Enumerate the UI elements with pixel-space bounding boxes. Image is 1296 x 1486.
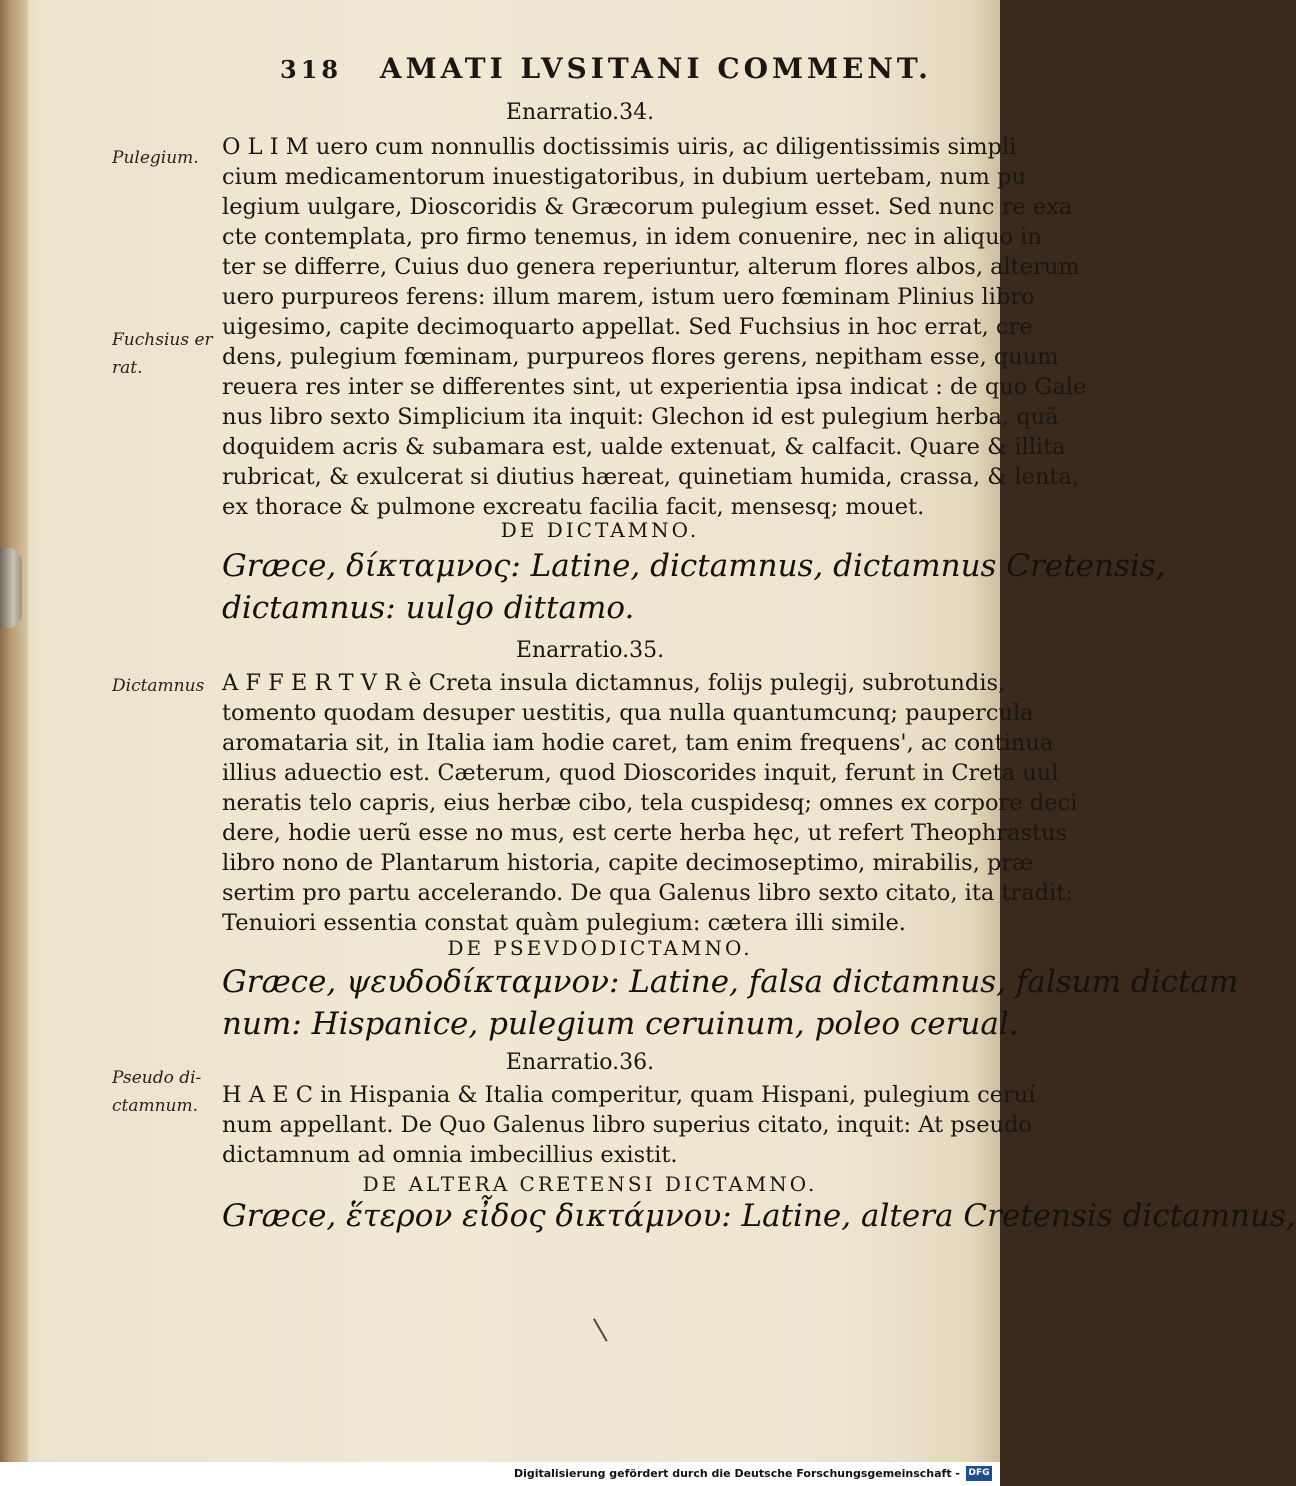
text-line: Tenuiori essentia constat quàm pulegium: cætera illi simile. [222, 910, 906, 936]
text-line: aromataria sit, in Italia iam hodie caret, tam enim frequens', ac continua [222, 730, 1054, 756]
margin-note-fuchsius: Fuchsius er [112, 330, 213, 350]
narratio-heading: Enarratio.34. [505, 100, 655, 125]
ink-mark [593, 1308, 625, 1342]
names-line: num: Hispanice, pulegium ceruinum, poleo cerual. [222, 1006, 1019, 1042]
text-line: rubricat, & exulcerat si diutius hæreat, quinetiam humida, crassa, & lenta, [222, 464, 1080, 490]
paragraph-pseudodictamnus [222, 1080, 1036, 1170]
digitization-footer [0, 1462, 1000, 1486]
margin-note-pseudo: Pseudo di- [112, 1068, 202, 1088]
paragraph-dictamnus [222, 668, 1078, 938]
narratio-heading: Enarratio.36. [505, 1050, 655, 1075]
text-line: illius aduectio est. Cæterum, quod Dioscorides inquit, ferunt in Creta uul [222, 760, 1059, 786]
names-block [222, 964, 1239, 1048]
page-number: 318 [280, 55, 343, 84]
text-line: A F F E R T V R è Creta insula dictamnus, folijs pulegij, subrotundis, [222, 670, 1006, 696]
text-line: cte contemplata, pro firmo tenemus, in idem conuenire, nec in aliquo in [222, 224, 1042, 250]
text-line: uigesimo, capite decimoquarto appellat. Sed Fuchsius in hoc errat, cre [222, 314, 1033, 340]
book-clasp [0, 548, 22, 628]
text-line: tomento quodam desuper uestitis, qua nulla quantumcunq; paupercula [222, 700, 1034, 726]
page-edge [0, 0, 28, 1462]
margin-note-fuchsius-cont: rat. [112, 358, 143, 378]
running-title: AMATI LVSITANI COMMENT. [379, 52, 932, 85]
text-line: uero purpureos ferens: illum marem, istum uero fœminam Plinius libro [222, 284, 1035, 310]
text-line: ter se differre, Cuius duo genera reperiuntur, alterum flores albos, alterum [222, 254, 1080, 280]
text-line: libro nono de Plantarum historia, capite decimoseptimo, mirabilis, præ [222, 850, 1034, 876]
names-line: Græce, ἕτερον εἶδος δικτάμνου: Latine, altera Cretensis dictamnus, [222, 1198, 1296, 1234]
text-line: doquidem acris & subamara est, ualde extenuat, & calfacit. Quare & illita [222, 434, 1066, 460]
text-line: sertim pro partu accelerando. De qua Galenus libro sexto citato, ita tradit: [222, 880, 1073, 906]
text-line: neratis telo capris, eius herbæ cibo, tela cuspidesq; omnes ex corpore deci [222, 790, 1078, 816]
names-line: Græce, ψευδοδίκταμνον: Latine, falsa dictamnus, falsum dictam [222, 964, 1239, 1000]
margin-note-pulegium: Pulegium. [112, 148, 199, 168]
footer-credit: Digitalisierung gefördert durch die Deutsche Forschungsgemeinschaft - [513, 1467, 960, 1480]
margin-note-dictamnus: Dictamnus [112, 676, 205, 696]
names-block [222, 1198, 1296, 1240]
text-line: dere, hodie uerũ esse no mus, est certe herba hęc, ut refert Theophrastus [222, 820, 1068, 846]
text-line: reuera res inter se differentes sint, ut experientia ipsa indicat : de quo Gale [222, 374, 1087, 400]
dfg-logo-icon: DFG [966, 1466, 992, 1481]
narratio-heading: Enarratio.35. [515, 638, 665, 663]
text-line: O L I M uero cum nonnullis doctissimis uiris, ac diligentissimis simpli [222, 134, 1017, 160]
section-heading: DE PSEVDODICTAMNO. [447, 936, 753, 960]
text-line: H A E C in Hispania & Italia comperitur, quam Hispani, pulegium ceruí [222, 1082, 1036, 1108]
section-heading: DE DICTAMNO. [500, 518, 700, 542]
text-line: ex thorace & pulmone excreatu facilia facit, mensesq; mouet. [222, 494, 925, 520]
text-line: dens, pulegium fœminam, purpureos flores gerens, nepitham esse, quum [222, 344, 1059, 370]
names-line: dictamnus: uulgo dittamo. [222, 590, 635, 626]
text-line: legium uulgare, Dioscoridis & Græcorum pulegium esset. Sed nunc re exa [222, 194, 1073, 220]
text-line: num appellant. De Quo Galenus libro superius citato, inquit: At pseudo [222, 1112, 1032, 1138]
names-line: Græce, δίκταμνος: Latine, dictamnus, dictamnus Cretensis, [222, 548, 1166, 584]
section-heading: DE ALTERA CRETENSI DICTAMNO. [362, 1172, 818, 1196]
text-line: dictamnum ad omnia imbecillius existit. [222, 1142, 678, 1168]
text-line: cium medicamentorum inuestigatoribus, in dubium uertebam, num pu [222, 164, 1026, 190]
running-head [280, 52, 932, 102]
names-block [222, 548, 1166, 632]
text-line: nus libro sexto Simplicium ita inquit: Glechon id est pulegium herba, quã [222, 404, 1059, 430]
paragraph-pulegium [222, 132, 1087, 522]
margin-note-pseudo-cont: ctamnum. [112, 1096, 199, 1116]
